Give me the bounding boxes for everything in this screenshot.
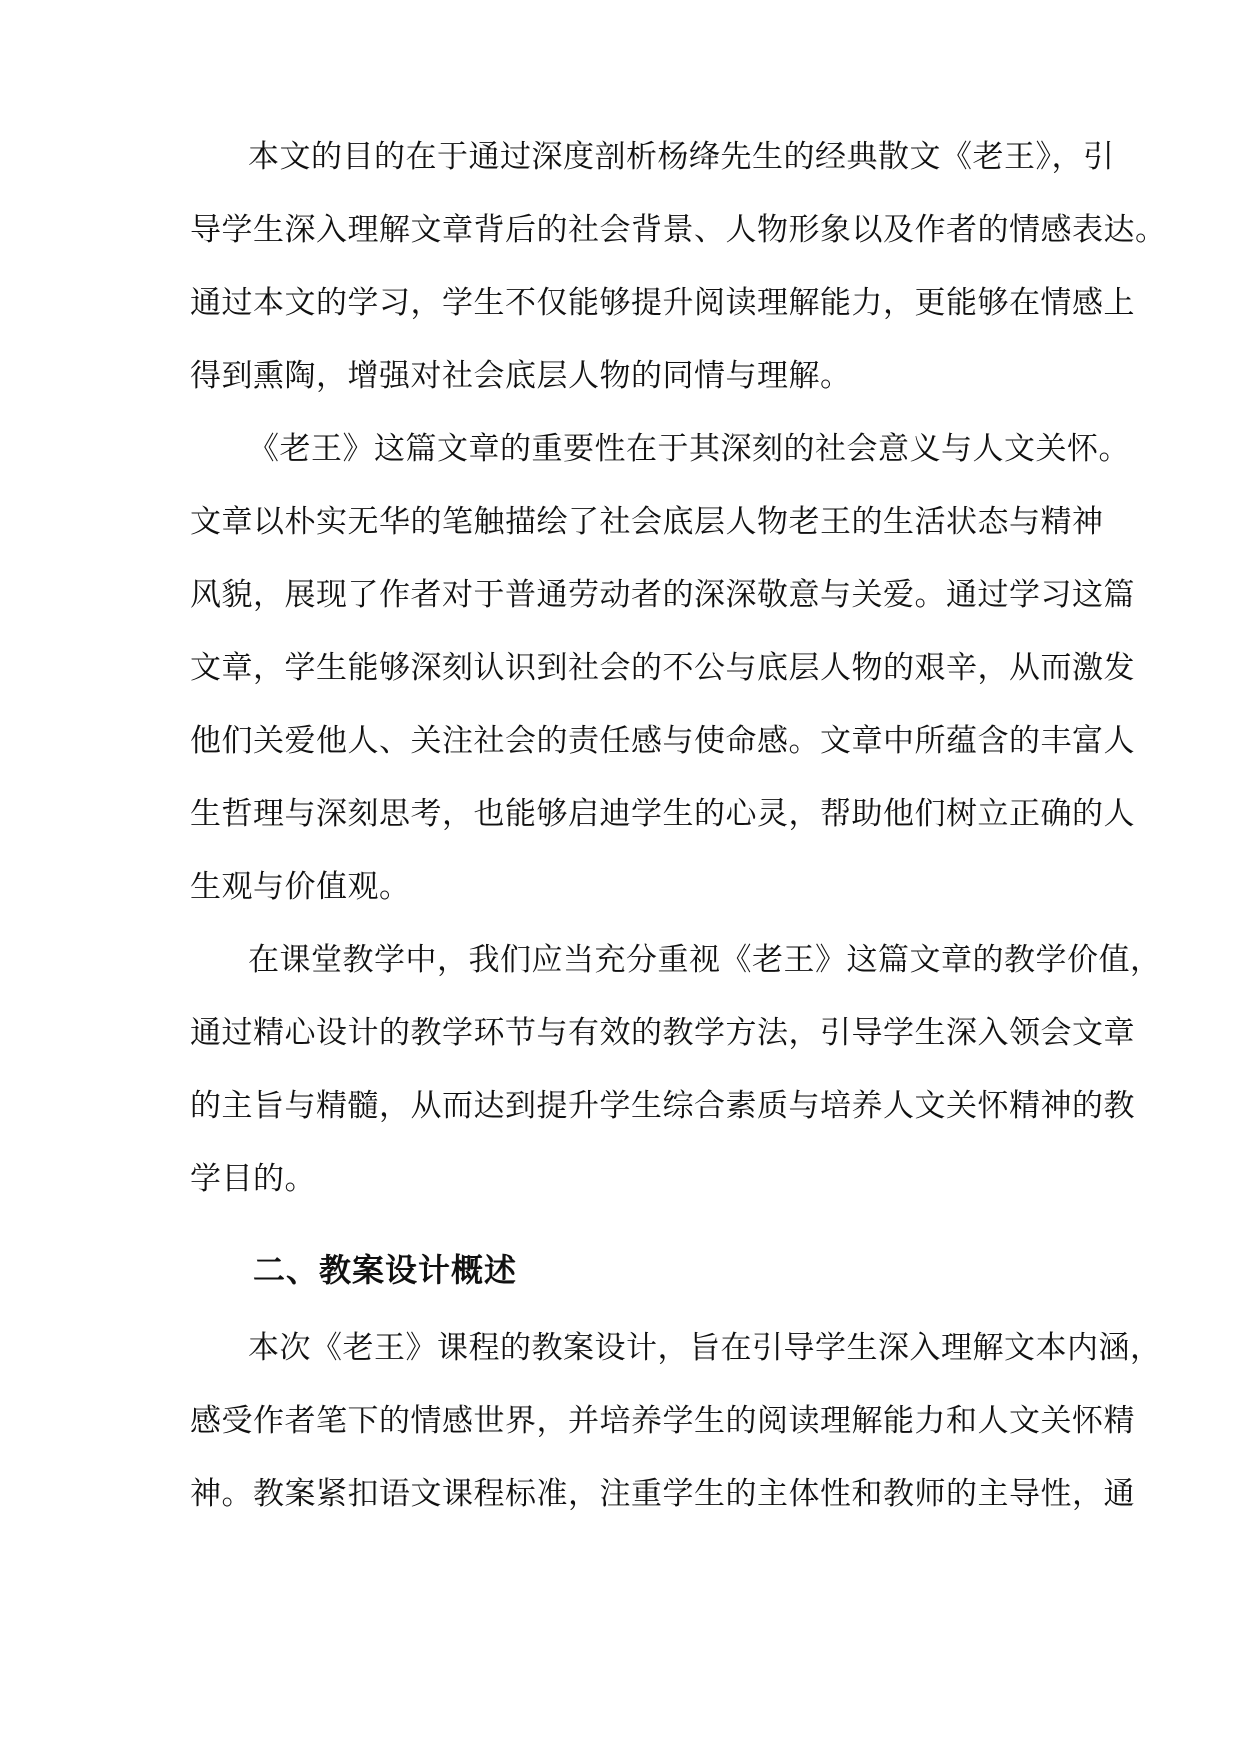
paragraph-3-line-1: 在课堂教学中，我们应当充分重视《老王》这篇文章的教学价值， <box>248 942 1162 978</box>
paragraph-3-line-2: 通过精心设计的教学环节与有效的教学方法，引导学生深入领会文章 <box>190 1015 1135 1051</box>
paragraph-3-line-4: 学目的。 <box>190 1161 316 1197</box>
section-paragraph-line-3: 神。教案紧扣语文课程标准，注重学生的主体性和教师的主导性，通 <box>190 1476 1135 1512</box>
paragraph-2-line-1: 《老王》这篇文章的重要性在于其深刻的社会意义与人文关怀。 <box>248 431 1130 467</box>
paragraph-2-line-3: 风貌，展现了作者对于普通劳动者的深深敬意与关爱。通过学习这篇 <box>190 577 1135 613</box>
paragraph-2-line-4: 文章，学生能够深刻认识到社会的不公与底层人物的艰辛，从而激发 <box>190 650 1135 686</box>
paragraph-2-line-6: 生哲理与深刻思考，也能够启迪学生的心灵，帮助他们树立正确的人 <box>190 796 1135 832</box>
paragraph-3-line-3: 的主旨与精髓，从而达到提升学生综合素质与培养人文关怀精神的教 <box>190 1088 1135 1124</box>
paragraph-1-line-3: 通过本文的学习，学生不仅能够提升阅读理解能力，更能够在情感上 <box>190 285 1135 321</box>
section-paragraph-line-2: 感受作者笔下的情感世界，并培养学生的阅读理解能力和人文关怀精 <box>190 1403 1135 1439</box>
paragraph-1-line-4: 得到熏陶，增强对社会底层人物的同情与理解。 <box>190 358 852 394</box>
paragraph-2-line-7: 生观与价值观。 <box>190 869 411 905</box>
paragraph-2-line-2: 文章以朴实无华的笔触描绘了社会底层人物老王的生活状态与精神 <box>190 504 1104 540</box>
paragraph-1-line-1: 本文的目的在于通过深度剖析杨绛先生的经典散文《老王》，引 <box>248 139 1115 175</box>
paragraph-2-line-5: 他们关爱他人、关注社会的责任感与使命感。文章中所蕴含的丰富人 <box>190 723 1135 759</box>
section-heading: 二、教案设计概述 <box>253 1251 518 1289</box>
paragraph-1-line-2: 导学生深入理解文章背后的社会背景、人物形象以及作者的情感表达。 <box>190 212 1167 248</box>
section-paragraph-line-1: 本次《老王》课程的教案设计，旨在引导学生深入理解文本内涵， <box>248 1330 1162 1366</box>
